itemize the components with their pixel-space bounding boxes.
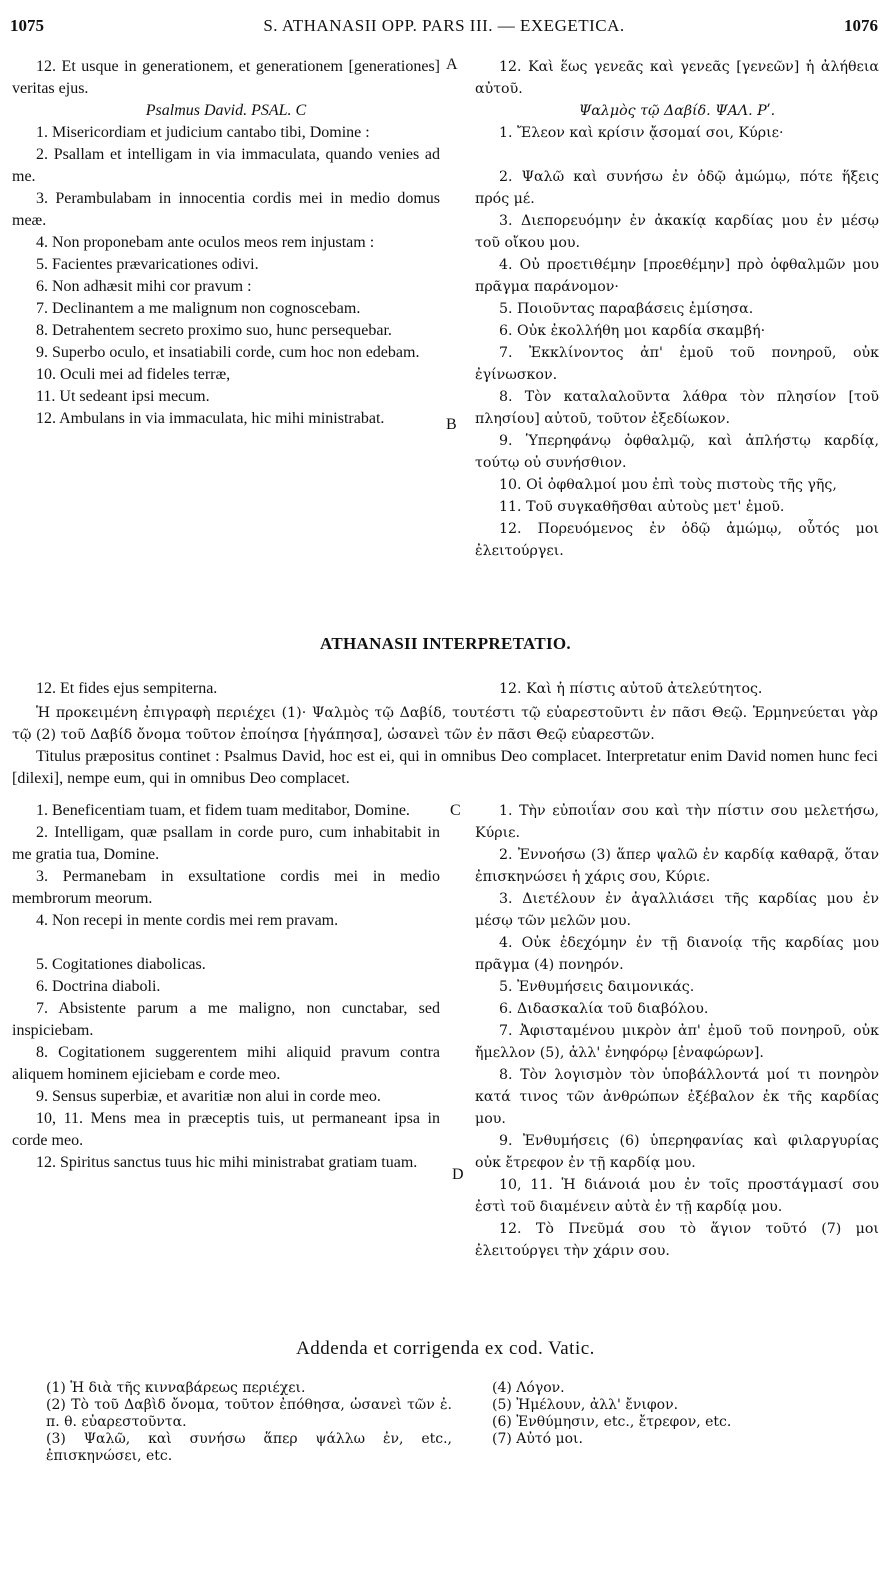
latin-verse: 7. Declinantem a me malignum non cognoscebam. — [36, 300, 361, 317]
header-title: S. ATHANASII OPP. PARS III. — EXEGETICA. — [263, 16, 625, 35]
latin-verse: 1. Beneficentiam tuam, et fidem tuam meditabor, Domine. — [36, 802, 410, 819]
footnote: (6) Ἐνθύμησιν, etc., ἔτρεφον, etc. — [492, 1414, 732, 1430]
footnote: (2) Τὸ τοῦ Δαβὶδ ὄνομα, τοῦτον ἐπόθησα, ὡσανεὶ τῶν ἐ. π. θ. εὐαρεστοῦντα. — [46, 1397, 452, 1430]
footnote: (7) Αὐτό μοι. — [492, 1431, 583, 1447]
interp-verse-12-greek — [475, 678, 879, 700]
greek-verse: 8. Τὸν καταλαλοῦντα λάθρα τὸν πλησίον [τοῦ πλησίου] αὐτοῦ, τοῦτον ἐξεδίωκον. — [475, 389, 879, 427]
greek-verse: 5. Ποιοῦντας παραβάσεις ἐμίσησα. — [499, 301, 754, 317]
greek-verse: 2. Ψαλῶ καὶ συνήσω ἐν ὁδῷ ἀμώμῳ, πότε ἥξεις πρός μέ. — [475, 169, 879, 207]
margin-letter-a: A — [446, 56, 458, 73]
section-title: ATHANASII INTERPRETATIO. — [320, 634, 571, 653]
greek-verse: 12. Καὶ ἡ πίστις αὐτοῦ ἀτελεύτητος. — [499, 681, 763, 697]
footnote: (3) Ψαλῶ, καὶ συνήσω ἅπερ ψάλλω ἐν, etc., ἐπισκηνώσει, etc. — [46, 1431, 452, 1464]
latin-verse: 3. Permanebam in exsultatione cordis mei in medio membrorum meorum. — [12, 868, 440, 907]
greek-verse: 1. Ἔλεον καὶ κρίσιν ᾄσομαί σοι, Κύριε· — [499, 125, 784, 141]
latin-verse: 10, 11. Mens mea in præceptis tuis, ut permaneant ipsa in corde meo. — [12, 1110, 440, 1149]
greek-verse: 7. Ἀφισταμένου μικρὸν ἀπ' ἐμοῦ τοῦ πονηροῦ, οὐκ ἤμελλον (5), ἀλλ' ἐνηφόρῳ [ἐναφώρων]. — [475, 1023, 879, 1061]
psalm-greek-column — [475, 56, 879, 562]
commentary-latin: Titulus præpositus continet : Psalmus David, hoc est ei, qui in omnibus Deo complacet. Interpretatur enim David nomen hunc feci [dilexi], nempe eum, qui in omnibus Deo complacet. — [12, 748, 878, 787]
addenda-title: Addenda et corrigenda ex cod. Vatic. — [296, 1338, 595, 1359]
page-number-left: 1075 — [10, 16, 44, 35]
greek-verse: 4. Οὐ προετιθέμην [προεθέμην] πρὸ ὀφθαλμῶν μου πρᾶγμα παράνομον· — [475, 257, 879, 295]
interp-verse-12-latin — [12, 678, 440, 700]
addenda-notes-right — [492, 1380, 872, 1448]
latin-verse: 4. Non recepi in mente cordis mei rem pravam. — [36, 912, 339, 929]
commentary-block — [12, 702, 878, 790]
addenda-notes-left — [22, 1380, 452, 1465]
latin-verse: 1. Misericordiam et judicium cantabo tibi, Domine : — [36, 124, 370, 141]
greek-verse: 1. Τὴν εὐποιΐαν σου καὶ τὴν πίστιν σου μελετήσω, Κύριε. — [475, 803, 879, 841]
greek-verse: 10. Οἱ ὀφθαλμοί μου ἐπὶ τοὺς πιστοὺς τῆς γῆς, — [499, 477, 837, 493]
latin-verse: 12. Ambulans in via immaculata, hic mihi ministrabat. — [36, 410, 385, 427]
latin-verse: 7. Absistente parum a me maligno, non cunctabar, sed inspiciebam. — [12, 1000, 440, 1039]
margin-letter-c: C — [450, 802, 461, 819]
greek-verse: 8. Τὸν λογισμὸν τὸν ὑποβάλλοντά μοί τι πονηρὸν κατά τινος τῶν ἀνθρώπων ἐξέβαλον ἐκ τῆς καρδίας μου. — [475, 1067, 879, 1127]
latin-verse: 9. Superbo oculo, et insatiabili corde, cum hoc non edebam. — [36, 344, 420, 361]
latin-verse: 8. Detrahentem secreto proximo suo, hunc persequebar. — [36, 322, 392, 339]
greek-verse: 4. Οὐκ ἐδεχόμην ἐν τῇ διανοίᾳ τῆς καρδίας μου πρᾶγμα (4) πονηρόν. — [475, 935, 879, 973]
latin-verse: 6. Non adhæsit mihi cor pravum : — [36, 278, 252, 295]
page-number-right: 1076 — [844, 16, 878, 35]
latin-verse: 6. Doctrina diaboli. — [36, 978, 161, 995]
greek-verse: 9. Ἐνθυμήσεις (6) ὑπερηφανίας καὶ φιλαργυρίας οὐκ ἔτρεφον ἐν τῇ καρδίᾳ μου. — [475, 1133, 879, 1171]
running-header — [10, 12, 878, 38]
greek-verse: 12. Τὸ Πνεῦμά σου τὸ ἅγιον τοῦτό (7) μοι ἐλειτούργει τὴν χάριν σου. — [475, 1221, 879, 1259]
greek-verse: 3. Διεπορευόμην ἐν ἀκακίᾳ καρδίας μου ἐν μέσῳ τοῦ οἴκου μου. — [475, 213, 879, 251]
footnote: (5) Ἠμέλουν, ἀλλ' ἔνιφον. — [492, 1397, 679, 1413]
footnote: (1) Ἡ διὰ τῆς κινναβάρεως περιέχει. — [46, 1380, 306, 1396]
latin-verse: 2. Psallam et intelligam in via immaculata, quando venies ad me. — [12, 146, 440, 185]
interpretation-greek-column — [475, 800, 879, 1262]
greek-verse: 12. Πορευόμενος ἐν ὁδῷ ἀμώμῳ, οὗτός μοι ἐλειτούργει. — [475, 521, 879, 559]
greek-verse: 12. Καὶ ἕως γενεᾶς καὶ γενεᾶς [γενεῶν] ἡ ἀλήθεια αὐτοῦ. — [475, 59, 879, 97]
latin-verse: 12. Et usque in generationem, et generationem [generationes] veritas ejus. — [12, 58, 440, 97]
latin-verse: 11. Ut sedeant ipsi mecum. — [36, 388, 210, 405]
greek-verse: 7. Ἐκκλίνοντος ἀπ' ἐμοῦ τοῦ πονηροῦ, οὐκ ἐγίνωσκον. — [475, 345, 879, 383]
interpretation-latin-column — [12, 800, 440, 1174]
greek-verse: 9. Ὑπερηφάνῳ ὀφθαλμῷ, καὶ ἀπλήστῳ καρδίᾳ, τούτῳ οὐ συνήσθιον. — [475, 433, 879, 471]
margin-letter-d: D — [452, 1166, 464, 1183]
latin-verse: 4. Non proponebam ante oculos meos rem injustam : — [36, 234, 375, 251]
greek-verse: 5. Ἐνθυμήσεις δαιμονικάς. — [499, 979, 695, 995]
latin-verse: 5. Facientes prævaricationes odivi. — [36, 256, 259, 273]
greek-verse: 6. Διδασκαλία τοῦ διαβόλου. — [499, 1001, 709, 1017]
latin-verse: 10. Oculi mei ad fideles terræ, — [36, 366, 231, 383]
margin-letter-b: B — [446, 416, 457, 433]
greek-verse: 11. Τοῦ συγκαθῆσθαι αὐτοὺς μετ' ἐμοῦ. — [499, 499, 785, 515]
commentary-greek: Ἡ προκειμένη ἐπιγραφὴ περιέχει (1)· Ψαλμὸς τῷ Δαβίδ, τουτέστι τῷ εὐαρεστοῦντι ἐν πᾶσι Θεῷ. Ἑρμηνεύεται γὰρ τῷ (2) τοῦ Δαβίδ ὄνομα τοῦτον ἐποίησα [ἠγάπησα], ὡσανεὶ τῶν ἐν πᾶσι Θεῷ εὐαρεστῶν. — [12, 705, 878, 743]
latin-verse: 5. Cogitationes diabolicas. — [36, 956, 206, 973]
greek-verse: 10, 11. Ἡ διάνοιά μου ἐν τοῖς προστάγμασί σου ἐστὶ τοῦ διαμένειν αὐτὰ ἐν τῇ καρδίᾳ μου. — [475, 1177, 879, 1215]
latin-verse: 3. Perambulabam in innocentia cordis mei in medio domus meæ. — [12, 190, 440, 229]
greek-verse: 3. Διετέλουν ἐν ἀγαλλιάσει τῆς καρδίας μου ἐν μέσῳ τῶν μελῶν μου. — [475, 891, 879, 929]
latin-verse: 12. Spiritus sanctus tuus hic mihi ministrabat gratiam tuam. — [36, 1154, 418, 1171]
greek-psalm-heading: Ψαλμὸς τῷ Δαβίδ. ΨΑΛ. Ρʹ. — [578, 103, 776, 119]
greek-verse: 6. Οὐκ ἐκολλήθη μοι καρδία σκαμβή· — [499, 323, 766, 339]
latin-verse: 12. Et fides ejus sempiterna. — [36, 680, 218, 697]
psalm-latin-column — [12, 56, 440, 430]
footnote: (4) Λόγον. — [492, 1380, 565, 1396]
latin-verse: 9. Sensus superbiæ, et avaritiæ non alui in corde meo. — [36, 1088, 381, 1105]
latin-psalm-heading: Psalmus David. PSAL. C — [145, 102, 307, 119]
latin-verse: 2. Intelligam, quæ psallam in corde puro, cum inhabitabit in me gratia tua, Domine. — [12, 824, 440, 863]
latin-verse: 8. Cogitationem suggerentem mihi aliquid pravum contra aliquem hominem ejiciebam e corde meo. — [12, 1044, 440, 1083]
greek-verse: 2. Ἐννοήσω (3) ἅπερ ψαλῶ ἐν καρδίᾳ καθαρᾷ, ὅταν ἐπισκηνώσει ἡ χάρις σου, Κύριε. — [475, 847, 879, 885]
